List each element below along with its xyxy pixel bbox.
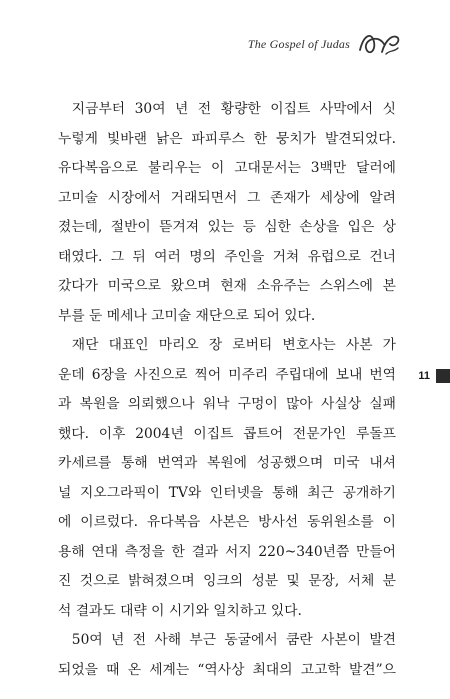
paragraph-1 <box>58 95 396 331</box>
text-line: 졌는데, 절반이 뜯겨져 있는 등 심한 손상을 입은 상 <box>58 219 396 235</box>
text-line: 진 것으로 밝혀졌으며 잉크의 성분 및 문장, 서체 분 <box>58 573 396 589</box>
page-number: 11 <box>418 370 430 382</box>
page-tab-marker <box>436 369 450 383</box>
text-line: 운데 6장을 사진으로 찍어 미주리 주립대에 보내 번역 <box>58 366 396 383</box>
running-title: The Gospel of Judas <box>247 36 350 51</box>
text-line: 50여 년 전 사해 부근 동굴에서 쿰란 사본이 발견 <box>71 632 396 648</box>
text-line: 되었을 때 온 세계는 “역사상 최대의 고고학 발견”으 <box>58 661 396 678</box>
text-line: 카세르를 통해 번역과 복원에 성공했으며 미국 내셔 <box>58 455 396 471</box>
page-number-marker <box>418 369 450 383</box>
text-line: 지금부터 30여 년 전 황량한 이집트 사막에서 싯 <box>71 101 396 117</box>
text-line: 재단 대표인 마리오 장 로버티 변호사는 사본 가 <box>71 337 396 353</box>
text-line: 부를 둔 메세나 고미술 재단으로 되어 있다. <box>58 307 316 324</box>
body-text <box>58 95 396 685</box>
running-header <box>248 28 402 60</box>
text-line: 누렇게 빛바랜 낡은 파피루스 한 뭉치가 발견되었다. <box>58 130 396 147</box>
paragraph-2 <box>58 331 396 626</box>
text-line: 했다. 이후 2004년 이집트 콥트어 전문가인 루돌프 <box>58 425 396 442</box>
text-line: 용해 연대 측정을 한 결과 서지 220~340년쯤 만들어 <box>58 543 396 560</box>
text-line: 갔다가 미국으로 왔으며 현재 소유주는 스위스에 본 <box>58 278 396 294</box>
text-line: 석 결과도 대략 이 시기와 일치하고 있다. <box>58 602 302 619</box>
text-line: 고미술 시장에서 거래되면서 그 존재가 세상에 알려 <box>58 189 396 206</box>
text-line: 널 지오그라픽이 TV와 인터넷을 통해 최근 공개하기 <box>58 484 396 501</box>
text-line: 과 복원을 의뢰했으나 워낙 구멍이 많아 사실상 실패 <box>58 396 396 412</box>
paragraph-3 <box>58 626 396 685</box>
script-flourish-icon <box>356 28 402 60</box>
text-line: 유다복음으로 불리우는 이 고대문서는 3백만 달러에 <box>58 160 396 176</box>
text-line: 태였다. 그 뒤 여러 명의 주인을 거쳐 유럽으로 건너 <box>58 248 396 265</box>
text-line: 에 이르렀다. 유다복음 사본은 방사선 동위원소를 이 <box>58 514 396 530</box>
